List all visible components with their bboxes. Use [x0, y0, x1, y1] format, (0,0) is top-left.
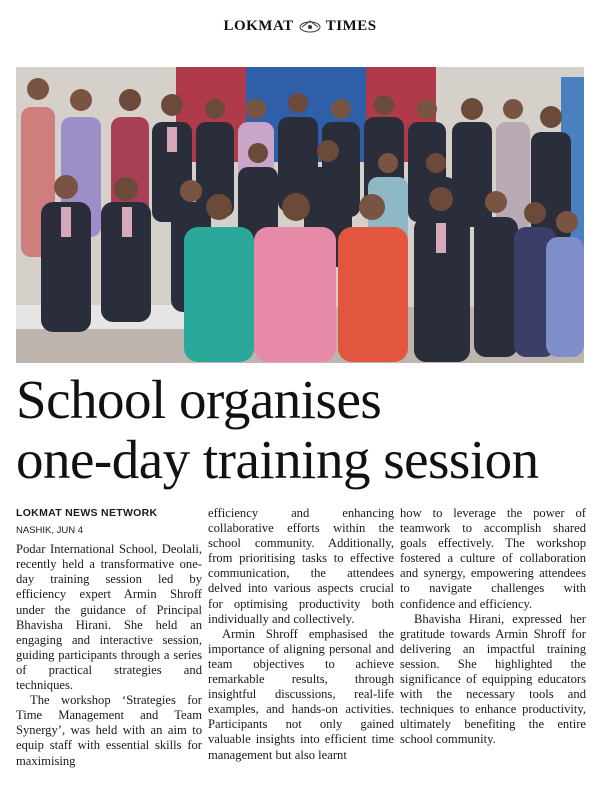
- headline-line-1: School organises: [16, 369, 382, 430]
- headline-line-2: one-day training session: [16, 429, 539, 490]
- masthead-times: TIMES: [325, 17, 377, 34]
- article-column-2: [208, 506, 394, 788]
- article-column-1: [16, 506, 202, 788]
- dateline: NASHIK, JUN 4: [16, 525, 84, 537]
- byline-source: LOKMAT NEWS NETWORK: [16, 507, 158, 519]
- headline: [16, 370, 586, 490]
- paragraph: The workshop ‘Strategies for Time Management and Team Synergy’, was held with an aim to equip staff with essential skills for maximising: [16, 693, 202, 768]
- masthead-emblem-icon: [298, 19, 322, 33]
- masthead-lokmat: LOKMAT: [223, 17, 294, 34]
- paragraph: Bhavisha Hirani, expressed her gratitude towards Armin Shroff for delivering an impactful training session. She highlighted the significance of equipping educators with the necessary tools and techniques to enhance productivity, ultimately benefiting the entire school community.: [400, 611, 586, 747]
- paragraph: Armin Shroff emphasised the importance of aligning personal and team objectives to achieve remarkable results, through insightful discussions, real-life examples, and hands-on activities. Participants not only gained valuable insights into efficient time management but also learnt: [208, 626, 394, 762]
- group-photo: [16, 67, 584, 363]
- article-body: [16, 506, 586, 788]
- article-column-3: [400, 506, 586, 788]
- paragraph: Podar International School, Deolali, recently held a transformative one-day training session led by efficiency expert Armin Shroff under the guidance of Principal Bhavisha Hirani. She held an engaging and interactive session, guiding participants through a series of practical strategies and techniques.: [16, 542, 202, 693]
- masthead: [0, 14, 600, 38]
- paragraph: efficiency and enhancing collaborative efforts within the school community. Additionally, from prioritising tasks to effective communication, the attendees delved into various aspects crucial for optimising productivity both individually and collectively.: [208, 506, 394, 626]
- paragraph: how to leverage the power of teamwork to accomplish shared goals effectively. The workshop fostered a culture of collaboration and synergy, empowering attendees to navigate challenges with confidence and efficiency.: [400, 506, 586, 611]
